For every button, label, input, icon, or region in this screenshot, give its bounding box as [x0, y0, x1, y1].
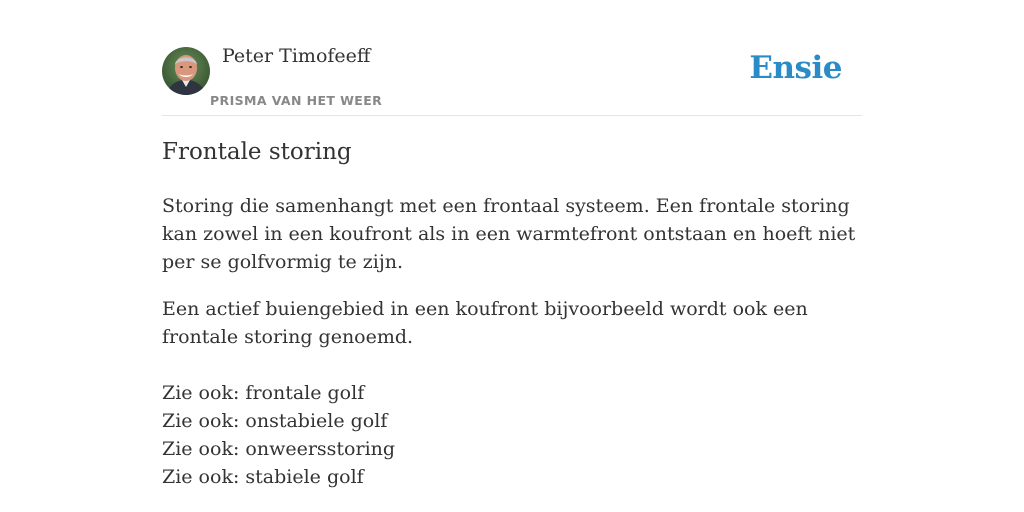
see-also-link[interactable]: onweersstoring — [245, 438, 396, 460]
article-title: Frontale storing — [162, 139, 352, 165]
author-photo-icon — [162, 47, 210, 95]
article-container — [162, 0, 862, 488]
see-also-item — [162, 379, 395, 407]
see-also-prefix: Zie ook: — [162, 438, 240, 460]
see-also-link[interactable]: onstabiele golf — [245, 410, 388, 432]
see-also-prefix: Zie ook: — [162, 382, 240, 404]
article-header — [162, 0, 862, 116]
see-also-list — [162, 379, 395, 491]
see-also-prefix: Zie ook: — [162, 410, 240, 432]
see-also-link[interactable]: stabiele golf — [245, 466, 364, 488]
see-also-item — [162, 463, 395, 491]
source-name[interactable]: PRISMA VAN HET WEER — [210, 93, 383, 108]
author-name[interactable]: Peter Timofeeff — [222, 45, 371, 67]
article-paragraph: Storing die samenhangt met een frontaal systeem. Een frontale storing kan zowel in een koufront als in een warmtefront ontstaan en hoeft niet per se golfvormig te zijn. — [162, 195, 856, 273]
article-paragraph: Een actief buiengebied in een koufront bijvoorbeeld wordt ook een frontale storing genoemd. — [162, 298, 808, 348]
author-avatar[interactable] — [162, 47, 210, 95]
see-also-item — [162, 407, 395, 435]
see-also-item — [162, 435, 395, 463]
see-also-prefix: Zie ook: — [162, 466, 240, 488]
ensie-logo[interactable]: Ensie — [749, 50, 842, 86]
see-also-link[interactable]: frontale golf — [245, 382, 365, 404]
